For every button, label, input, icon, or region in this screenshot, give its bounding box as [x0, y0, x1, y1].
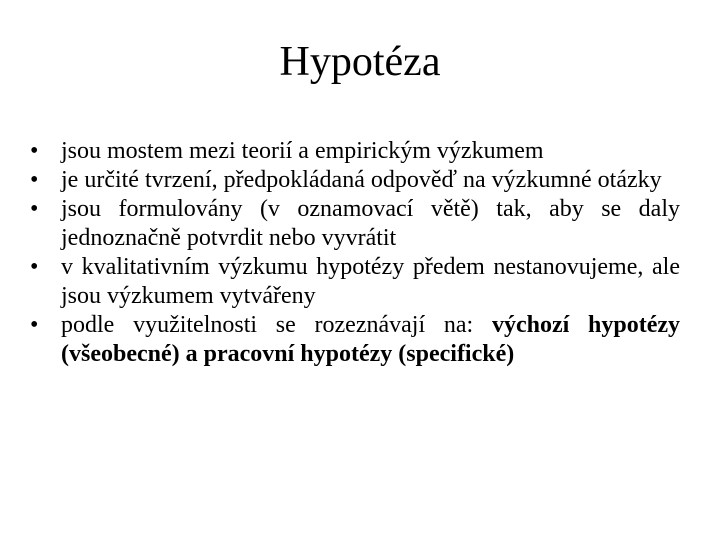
bullet-text: v kvalitativním výzkumu hypotézy předem nestanovujeme, ale jsou výzkumem vytvářeny	[61, 254, 680, 309]
bullet-item	[30, 195, 680, 253]
bullet-text: jsou formulovány (v oznamovací větě) tak, aby se daly jednoznačně potvrdit nebo vyvrátit	[61, 196, 680, 251]
bullet-icon: •	[30, 254, 39, 280]
bullet-item	[30, 311, 680, 369]
bullet-icon: •	[30, 167, 39, 193]
bullet-icon: •	[30, 138, 39, 164]
bullet-bold-text: výchozí hypotézy (všeobecné) a pracovní hypotézy (specifické)	[61, 312, 680, 367]
bullet-text: je určité tvrzení, předpokládaná odpověď na výzkumné otázky	[61, 167, 662, 193]
bullet-icon: •	[30, 312, 39, 338]
bullet-list	[30, 137, 680, 369]
bullet-text: podle využitelnosti se rozeznávají na:	[61, 312, 492, 338]
bullet-icon: •	[30, 196, 39, 222]
bullet-item	[30, 253, 680, 311]
slide-title: Hypotéza	[279, 39, 441, 85]
bullet-item	[30, 137, 680, 166]
bullet-text: jsou mostem mezi teorií a empirickým výzkumem	[61, 138, 544, 164]
bullet-item	[30, 166, 680, 195]
